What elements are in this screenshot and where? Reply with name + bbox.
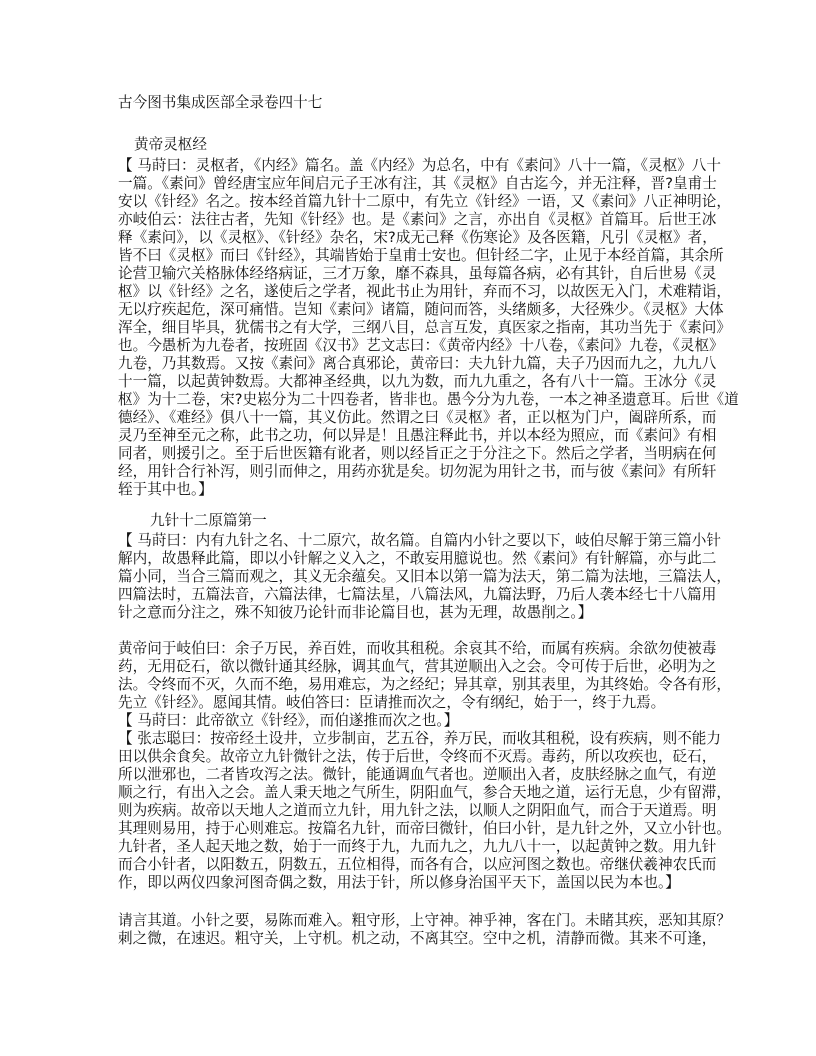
- text-line: 亦岐伯云：法往古者，先知《针经》也。是《素问》之言，亦出自《灵枢》首篇耳。后世王冰: [118, 211, 717, 228]
- text-line: 则为疾病。故帝以天地人之道而立九针，用九针之法，以顺人之阴阳血气，而合于天道焉。明: [118, 802, 717, 819]
- text-line: 作，即以两仪四象河图奇偶之数，用法于针，所以修身治国平天下，盖国以民为本也。】: [118, 874, 680, 891]
- text-line: 九针者，圣人起天地之数，始于一而终于九，九而九之，九九八十一，以起黄钟之数。用九针: [118, 838, 717, 855]
- text-line: 轾于其中也。】: [118, 481, 213, 498]
- text-line: 针之意而分注之，殊不知彼乃论针而非论篇目也，甚为无理，故愚削之。】: [118, 604, 593, 621]
- text-line: 也。今愚析为九卷者，按班固《汉书》艺文志曰：《黄帝内经》十八卷，《素问》九卷，《灵枢》: [118, 337, 724, 354]
- text-line: 四篇法时，五篇法音，六篇法律，七篇法星，八篇法风，九篇法野，乃后人袭本经七十八篇用: [118, 586, 717, 603]
- text-line: 九卷，乃其数焉。又按《素问》离合真邪论，黄帝曰：夫九针九篇，夫子乃因而九之，九九八: [118, 355, 717, 372]
- text-line: 【 张志聪曰：按帝经土设井，立步制亩，艺五谷，养万民，而收其租税，设有疾病，则不能力: [118, 730, 721, 747]
- text-line: 德经》、《难经》俱八十一篇，其义仿此。然谓之曰《灵枢》者，正以枢为门户，阖辟所系，而: [118, 409, 717, 426]
- text-line: 枢》以《针经》之名，遂使后之学者，视此书止为用针，弃而不习，以故医无入门，术难精诣，: [118, 283, 731, 300]
- text-line: 释《素问》，以《灵枢》、《针经》杂名，宋?成无己释《伤寒论》及各医籍，凡引《灵枢》者，: [118, 229, 717, 246]
- text-line: 而合小针者，以阳数五，阴数五，五位相得，而各有合，以应河图之数也。帝继伏羲神农氏而: [118, 856, 717, 873]
- text-line: 安以《针经》名之。按本经首篇九针十二原中，有先立《针经》一语，又《素问》八正神明论，: [118, 193, 731, 210]
- text-line: 请言其道。小针之要，易陈而难入。粗守形，上守神。神乎神，客在门。未睹其疾，恶知其原？: [118, 912, 731, 929]
- commentary-paragraph: [118, 157, 739, 499]
- text-line: 篇小同，当合三篇而观之，其义无余蕴矣。又旧本以第一篇为法天，第二篇为法地，三篇法人，: [118, 568, 731, 585]
- text-line: 一篇。《素问》曾经唐宝应年间启元子王冰有注，其《灵枢》自古迄今，并无注释，晋?皇甫士: [118, 175, 717, 192]
- text-line: 药，无用砭石，欲以微针通其经脉，调其血气，营其逆顺出入之会。令可传于后世，必明为之: [118, 658, 717, 675]
- text-line: 所以泄邪也，二者皆攻泻之法。微针，能通调血气者也。逆顺出入者，皮肤经脉之血气，有逆: [118, 766, 717, 783]
- text-line: 【 马莳曰：内有九针之名、十二原穴，故名篇。自篇内小针之要以下，岐伯尽解于第三篇小针: [118, 532, 721, 549]
- text-line: 【 马莳曰：此帝欲立《针经》，而伯遂推而次之也。】: [118, 712, 459, 729]
- text-line: 枢》为十二卷，宋?史崧分为二十四卷者，皆非也。愚今分为九卷，一本之神圣遗意耳。后世《道: [118, 391, 739, 408]
- text-line: 无以疗疾起危，深可痛惜。岂知《素问》诸篇，随问而答，头绪颇多，大径殊少。《灵枢》大体: [118, 301, 724, 318]
- text-line: 其理则易用，持于心则难忘。按篇名九针，而帝曰微针，伯曰小针，是九针之外，又立小针也。: [118, 820, 731, 837]
- text-line: 法。令终而不灭，久而不绝，易用难忘，为之经纪；异其章，别其表里，为其终始。令各有形，: [118, 676, 731, 693]
- page-title: 古今图书集成医部全录卷四十七: [118, 94, 323, 111]
- commentary-paragraph: [118, 532, 731, 622]
- text-line: 同者，则援引之。至于后世医籍有讹者，则以经旨正之于分注之下。然后之学者，当明病在何: [118, 445, 717, 462]
- section-heading: 黄帝灵枢经: [134, 136, 207, 153]
- text-line: 田以供余食矣。故帝立九针微针之法，传于后世，令终而不灭焉。毒药，所以攻疾也，砭石，: [118, 748, 717, 765]
- text-line: 黄帝问于岐伯曰：余子万民，养百姓，而收其租税。余哀其不给，而属有疾病。余欲勿使被毒: [118, 640, 717, 657]
- text-line: 经，用针合行补泻，则引而伸之，用药亦犹是矣。切勿泥为用针之书，而与彼《素问》有所轩: [118, 463, 717, 480]
- text-paragraph: [118, 912, 731, 948]
- text-line: 灵乃至神至元之称，此书之功，何以异是！且愚注释此书，并以本经为照应，而《素问》有相: [118, 427, 717, 444]
- text-line: 十一篇，以起黄钟数焉。大都神圣经典，以九为数，而九九重之，各有八十一篇。王冰分《灵: [118, 373, 717, 390]
- chapter-heading: 九针十二原篇第一: [150, 512, 267, 529]
- text-line: 刺之微，在速迟。粗守关，上守机。机之动，不离其空。空中之机，清静而微。其来不可逢，: [118, 930, 717, 947]
- text-line: 皆不曰《灵枢》而曰《针经》，其端皆始于皇甫士安也。但针经二字，止见于本经首篇，其余所: [118, 247, 724, 264]
- text-line: 浑全，细目毕具，犹儒书之有大学，三纲八目，总言互发，真医家之指南，其功当先于《素问》: [118, 319, 731, 336]
- text-line: 【 马莳曰：灵枢者，《内经》篇名。盖《内经》为总名，中有《素问》八十一篇，《灵枢》八十: [118, 157, 721, 174]
- dialogue-paragraph: [118, 640, 731, 892]
- text-line: 解内，故愚释此篇，即以小针解之义入之，不敢妄用臆说也。然《素问》有针解篇，亦与此二: [118, 550, 717, 567]
- text-line: 先立《针经》。愿闻其情。岐伯答曰：臣请推而次之，令有纲纪，始于一，终于九焉。: [118, 694, 666, 711]
- text-line: 顺之行，有出入之会。盖人秉天地之气所生，阴阳血气，参合天地之道，运行无息，少有留滞，: [118, 784, 731, 801]
- text-line: 论营卫输穴关格脉体经络病证，三才万象，靡不森具，虽每篇各病，必有其针，自后世易《灵: [118, 265, 717, 282]
